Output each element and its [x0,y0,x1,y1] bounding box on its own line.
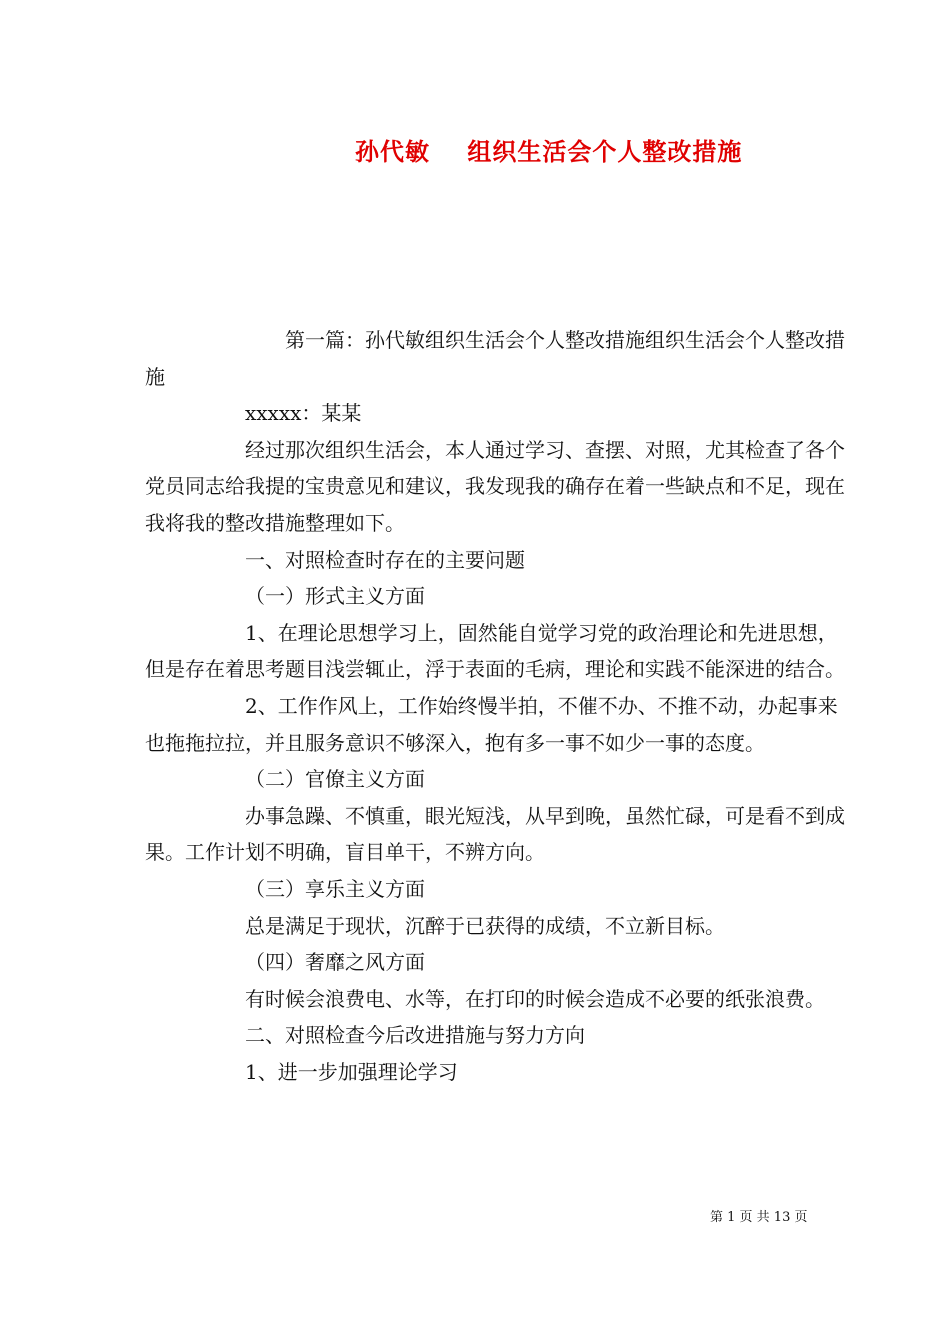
paragraph-intro: 经过那次组织生活会，本人通过学习、查摆、对照，尤其检查了各个党员同志给我提的宝贵意见和建议，我发现我的确存在着一些缺点和不足，现在我将我的整改措施整理如下。 [145,437,845,535]
document-title: 孙代敏 组织生活会个人整改措施 [355,137,743,166]
paragraph-hedonism: 总是满足于现状，沉醉于已获得的成绩，不立新目标。 [245,913,725,938]
subsection-heading-2: （二）官僚主义方面 [245,767,425,792]
section-heading-2: 二、对照检查今后改进措施与努力方向 [245,1023,585,1048]
subsection-heading-4: （四）奢靡之风方面 [245,950,425,975]
page-number-footer: 第 1 页 共 13 页 [710,1210,808,1225]
subsection-heading-1: （一）形式主义方面 [245,584,425,609]
subsection-heading-3: （三）享乐主义方面 [245,876,425,901]
paragraph-item-2: 2、工作作风上，工作始终慢半拍，不催不办、不推不动，办起事来也拖拖拉拉，并且服务意识不够深入，抱有多一事不如少一事的态度。 [145,693,838,755]
paragraph-addressee: xxxxx：某某 [245,401,362,426]
paragraph-item-1: 1、在理论思想学习上，固然能自觉学习党的政治理论和先进思想，但是存在着思考题目浅尝辄止，浮于表面的毛病，理论和实践不能深进的结合。 [145,620,845,682]
section-heading-1: 一、对照检查时存在的主要问题 [245,547,525,572]
paragraph-bureaucracy: 办事急躁、不慎重，眼光短浅，从早到晚，虽然忙碌，可是看不到成果。工作计划不明确，盲目单干，不辨方向。 [145,803,845,865]
paragraph-heading: 第一篇：孙代敏组织生活会个人整改措施组织生活会个人整改措施 [145,328,845,389]
paragraph-item-study: 1、进一步加强理论学习 [245,1059,458,1084]
document-body [145,322,845,1090]
paragraph-extravagance: 有时候会浪费电、水等，在打印的时候会造成不必要的纸张浪费。 [245,986,825,1011]
